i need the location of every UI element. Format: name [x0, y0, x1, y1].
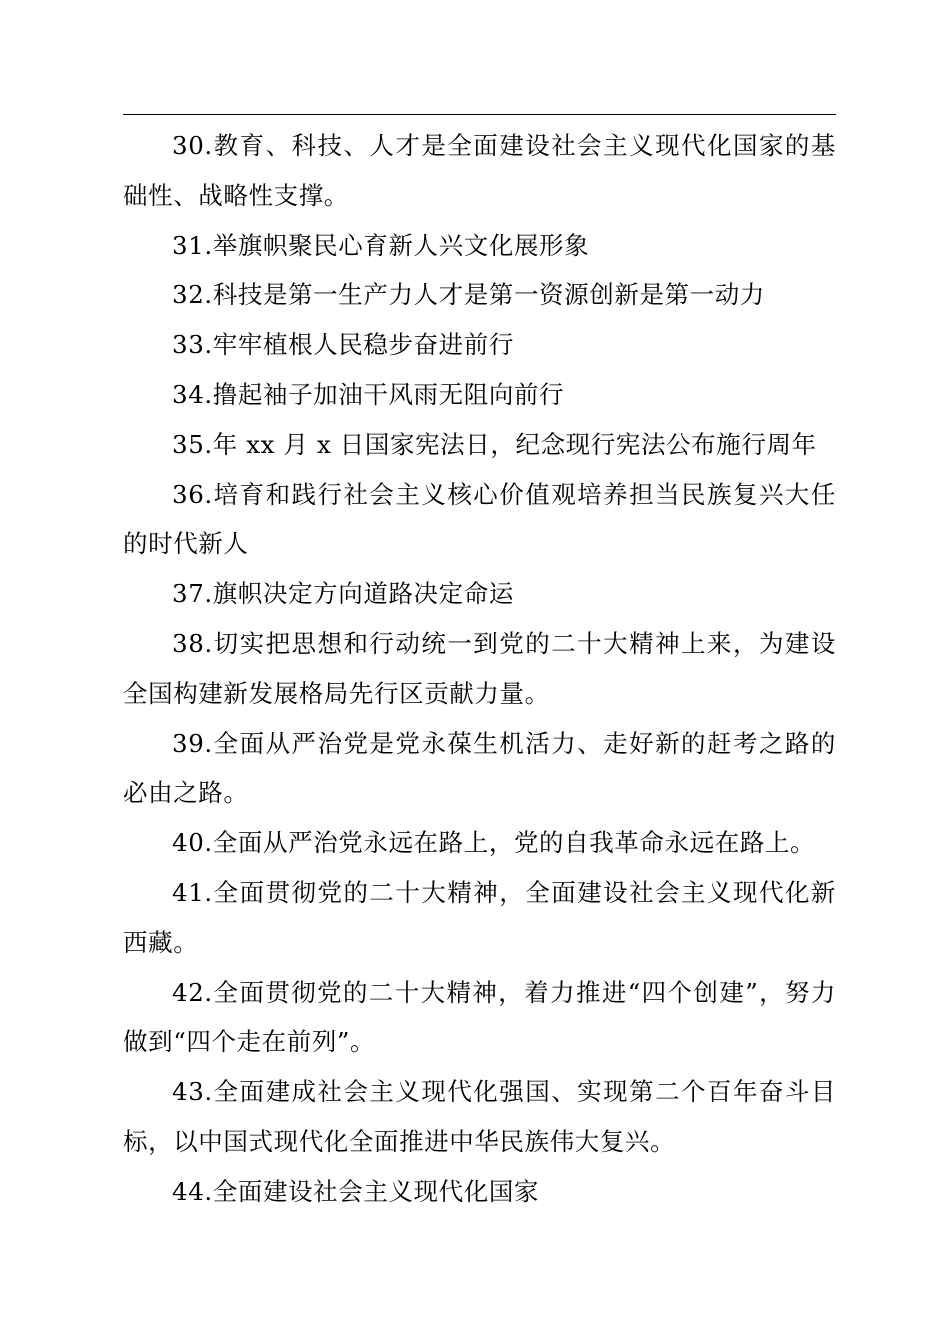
list-item: 30.教育、科技、人才是全面建设社会主义现代化国家的基础性、战略性支撑。 — [123, 131, 836, 210]
list-item: 43.全面建成社会主义现代化强国、实现第二个百年奋斗目标，以中国式现代化全面推进中华民族伟大复兴。 — [123, 1077, 836, 1156]
list-item: 36.培育和践行社会主义核心价值观培养担当民族复兴大任的时代新人 — [123, 479, 836, 559]
list-item: 32.科技是第一生产力人才是第一资源创新是第一动力 — [172, 280, 765, 310]
document-body — [123, 121, 836, 1217]
list-item: 37.旗帜决定方向道路决定命运 — [172, 579, 514, 609]
list-item: 44.全面建设社会主义现代化国家 — [172, 1176, 540, 1206]
list-item: 41.全面贯彻党的二十大精神，全面建设社会主义现代化新西藏。 — [123, 877, 836, 957]
header-rule — [123, 114, 836, 115]
list-item: 40.全面从严治党永远在路上，党的自我革命永远在路上。 — [172, 828, 816, 858]
list-item: 38.切实把思想和行动统一到党的二十大精神上来，为建设全国构建新发展格局先行区贡献力量。 — [123, 628, 836, 708]
list-item: 33.牢牢植根人民稳步奋进前行 — [172, 330, 514, 360]
list-item: 34.撸起袖子加油干风雨无阻向前行 — [172, 379, 565, 409]
list-item: 31.举旗帜聚民心育新人兴文化展形象 — [172, 230, 590, 260]
list-item: 35.年 xx 月 x 日国家宪法日，纪念现行宪法公布施行周年 — [172, 429, 817, 459]
list-item: 42.全面贯彻党的二十大精神，着力推进“四个创建”，努力做到“四个走在前列”。 — [123, 977, 836, 1057]
list-item: 39.全面从严治党是党永葆生机活力、走好新的赶考之路的必由之路。 — [123, 728, 836, 808]
